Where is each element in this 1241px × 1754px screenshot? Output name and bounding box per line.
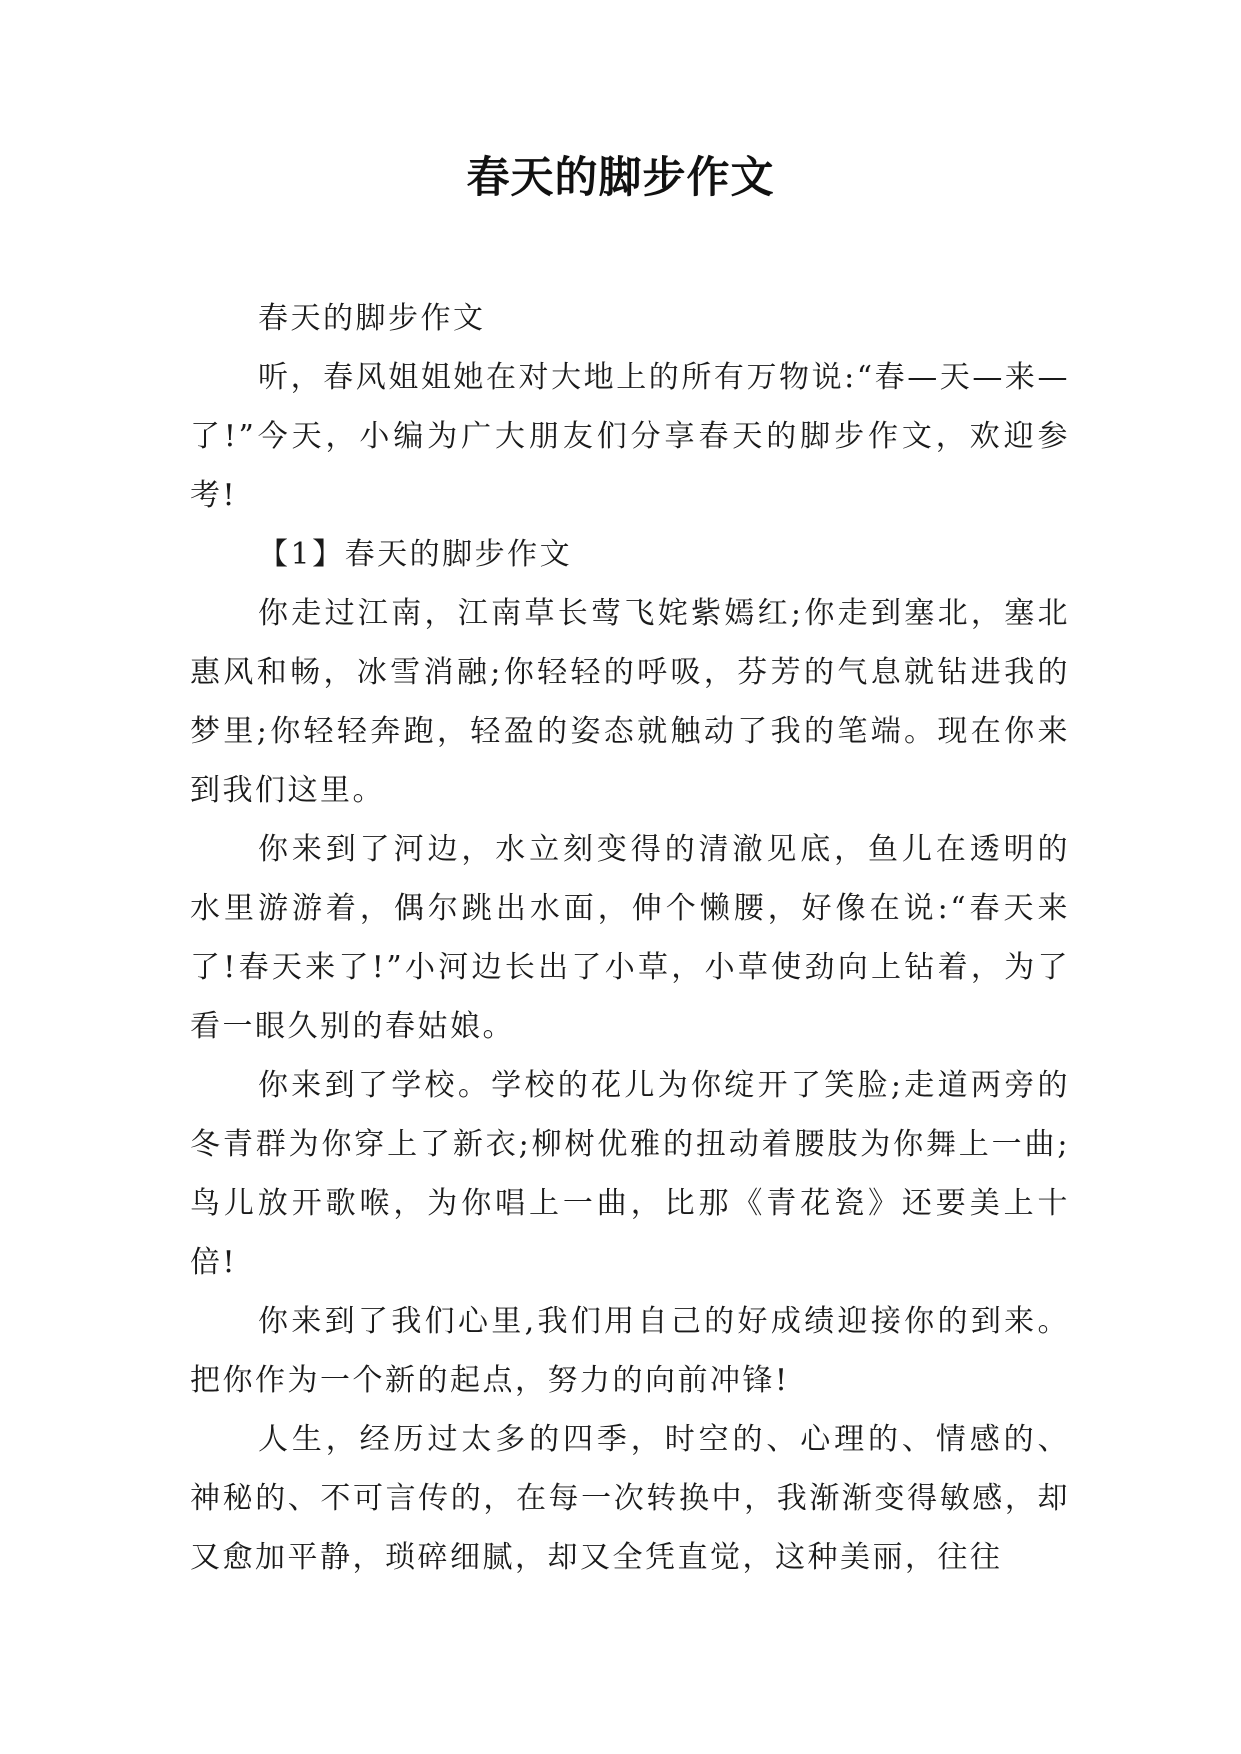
- paragraph: 你来到了我们心里,我们用自己的好成绩迎接你的到来。把你作为一个新的起点，努力的向前冲锋!: [190, 1304, 1070, 1398]
- paragraph-heading: 春天的脚步作文: [258, 301, 486, 336]
- paragraph: 你来到了学校。学校的花儿为你绽开了笑脸;走道两旁的冬青群为你穿上了新衣;柳树优雅的扭动着腰肢为你舞上一曲;鸟儿放开歌喉，为你唱上一曲，比那《青花瓷》还要美上十倍!: [190, 1068, 1070, 1280]
- document-title: 春天的脚步作文: [466, 153, 775, 203]
- paragraph: 人生，经历过太多的四季，时空的、心理的、情感的、神秘的、不可言传的，在每一次转换中，我渐渐变得敏感，却又愈加平静，琐碎细腻，却又全凭直觉，这种美丽，往往: [190, 1422, 1070, 1575]
- paragraph-section-heading: 【1】春天的脚步作文: [258, 537, 573, 572]
- paragraph: 你来到了河边，水立刻变得的清澈见底，鱼儿在透明的水里游游着，偶尔跳出水面，伸个懒腰，好像在说:“春天来了!春天来了!”小河边长出了小草，小草使劲向上钻着，为了看一眼久别的春姑娘。: [190, 832, 1070, 1044]
- paragraph: 你走过江南，江南草长莺飞姹紫嫣红;你走到塞北，塞北惠风和畅，冰雪消融;你轻轻的呼吸，芬芳的气息就钻进我的梦里;你轻轻奔跑，轻盈的姿态就触动了我的笔端。现在你来到我们这里。: [190, 596, 1070, 808]
- document-body: [190, 289, 1070, 1587]
- paragraph-intro: 听，春风姐姐她在对大地上的所有万物说:“春—天—来—了!”今天，小编为广大朋友们分享春天的脚步作文，欢迎参考!: [190, 360, 1070, 513]
